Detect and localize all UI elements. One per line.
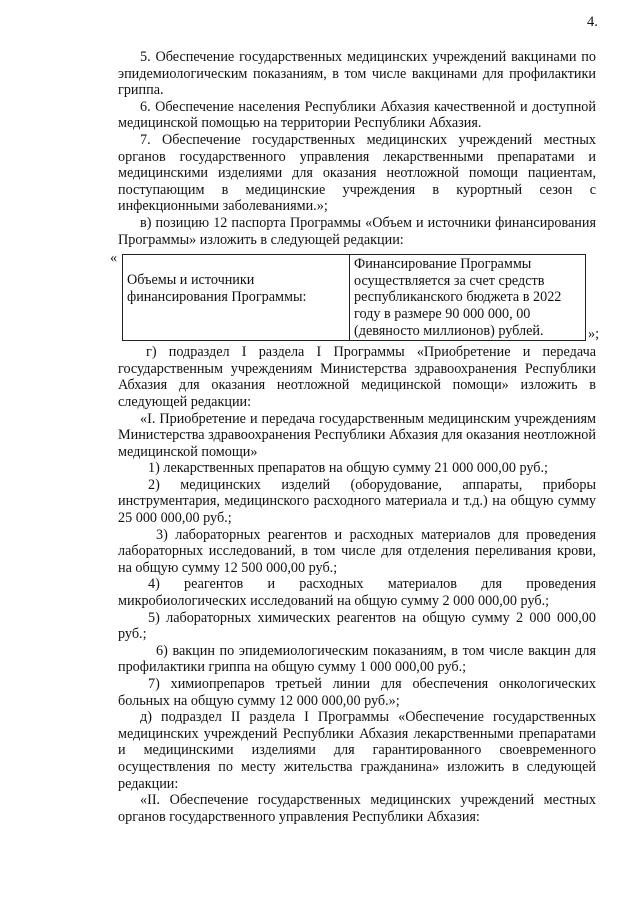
quote-open: « <box>110 250 118 267</box>
financing-table-block <box>110 250 600 343</box>
quote-close: »; <box>588 326 600 343</box>
list-item: 1) лекарственных препаратов на общую сумму 21 000 000,00 руб.; <box>148 460 548 477</box>
paragraph: д) подраздел II раздела I Программы «Обеспечение государственных медицинских учреждений Республики Абхазия лекарственными препаратами и медицинскими изделиями для гарантированного своевременного осуществления по месту жительства гражданина» изложить в следующей редакции: <box>118 709 596 792</box>
list-item: 7) химиопрепаров третьей линии для обеспечения онкологических больных на общую сумму 12 000 000,00 руб.»; <box>118 676 596 709</box>
paragraph: в) позицию 12 паспорта Программы «Объем и источники финансирования Программы» изложить в следующей редакции: <box>118 214 596 248</box>
financing-table <box>122 254 586 341</box>
table-row <box>123 255 586 341</box>
paragraph: 6. Обеспечение населения Республики Абхазия качественной и доступной медицинской помощью на территории Республики Абхазия. <box>118 98 596 132</box>
list-item: 6) вакцин по эпидемиологическим показаниям, в том числе вакцин для профилактики гриппа на общую сумму 1 000 000,00 руб.; <box>118 642 596 676</box>
paragraph: «II. Обеспечение государственных медицинских учреждений местных органов государственного управления Республики Абхазия: <box>118 792 596 825</box>
table-cell-label: Объемы и источники финансирования Программы: <box>123 255 350 341</box>
list-item: 4) реагентов и расходных материалов для проведения микробиологических исследований на общую сумму 2 000 000,00 руб.; <box>118 576 596 610</box>
list-item: 5) лабораторных химических реагентов на общую сумму 2 000 000,00 руб.; <box>118 609 596 643</box>
table-cell-value: Финансирование Программы осуществляется за счет средств республиканского бюджета в 2022 году в размере 90 000 000, 00 (девяносто миллионов) рублей. <box>350 255 586 341</box>
list-item: 3) лабораторных реагентов и расходных материалов для проведения лабораторных исследований, в том числе для отделения переливания крови, на общую сумму 12 500 000,00 руб.; <box>118 526 596 576</box>
paragraph: 5. Обеспечение государственных медицинских учреждений вакцинами по эпидемиологическим показаниям, в том числе вакцинами для профилактики гриппа. <box>118 49 596 99</box>
paragraph: г) подраздел I раздела I Программы «Приобретение и передача государственным учреждениям Министерства здравоохранения Республики Абхазия для оказания неотложной медицинской помощи» изложить в следующей редакции: <box>118 344 596 410</box>
page-number: 4. <box>587 14 598 30</box>
paragraph: «I. Приобретение и передача государственным медицинским учреждениям Министерства здравоохранения Республики Абхазия для оказания неотложной медицинской помощи» <box>118 410 596 460</box>
document-body <box>110 49 600 825</box>
paragraph: 7. Обеспечение государственных медицинских учреждений местных органов государственного управления лекарственными препаратами и медицинскими изделиями для оказания неотложной помощи пациентам, поступающим в медицинские учреждения в курортный сезон с инфекционными заболеваниями.»; <box>118 131 596 215</box>
list-item: 2) медицинских изделий (оборудование, аппараты, приборы инструментария, медицинского расходного материала и т.д.) на общую сумму 25 000 000,00 руб.; <box>118 476 596 527</box>
